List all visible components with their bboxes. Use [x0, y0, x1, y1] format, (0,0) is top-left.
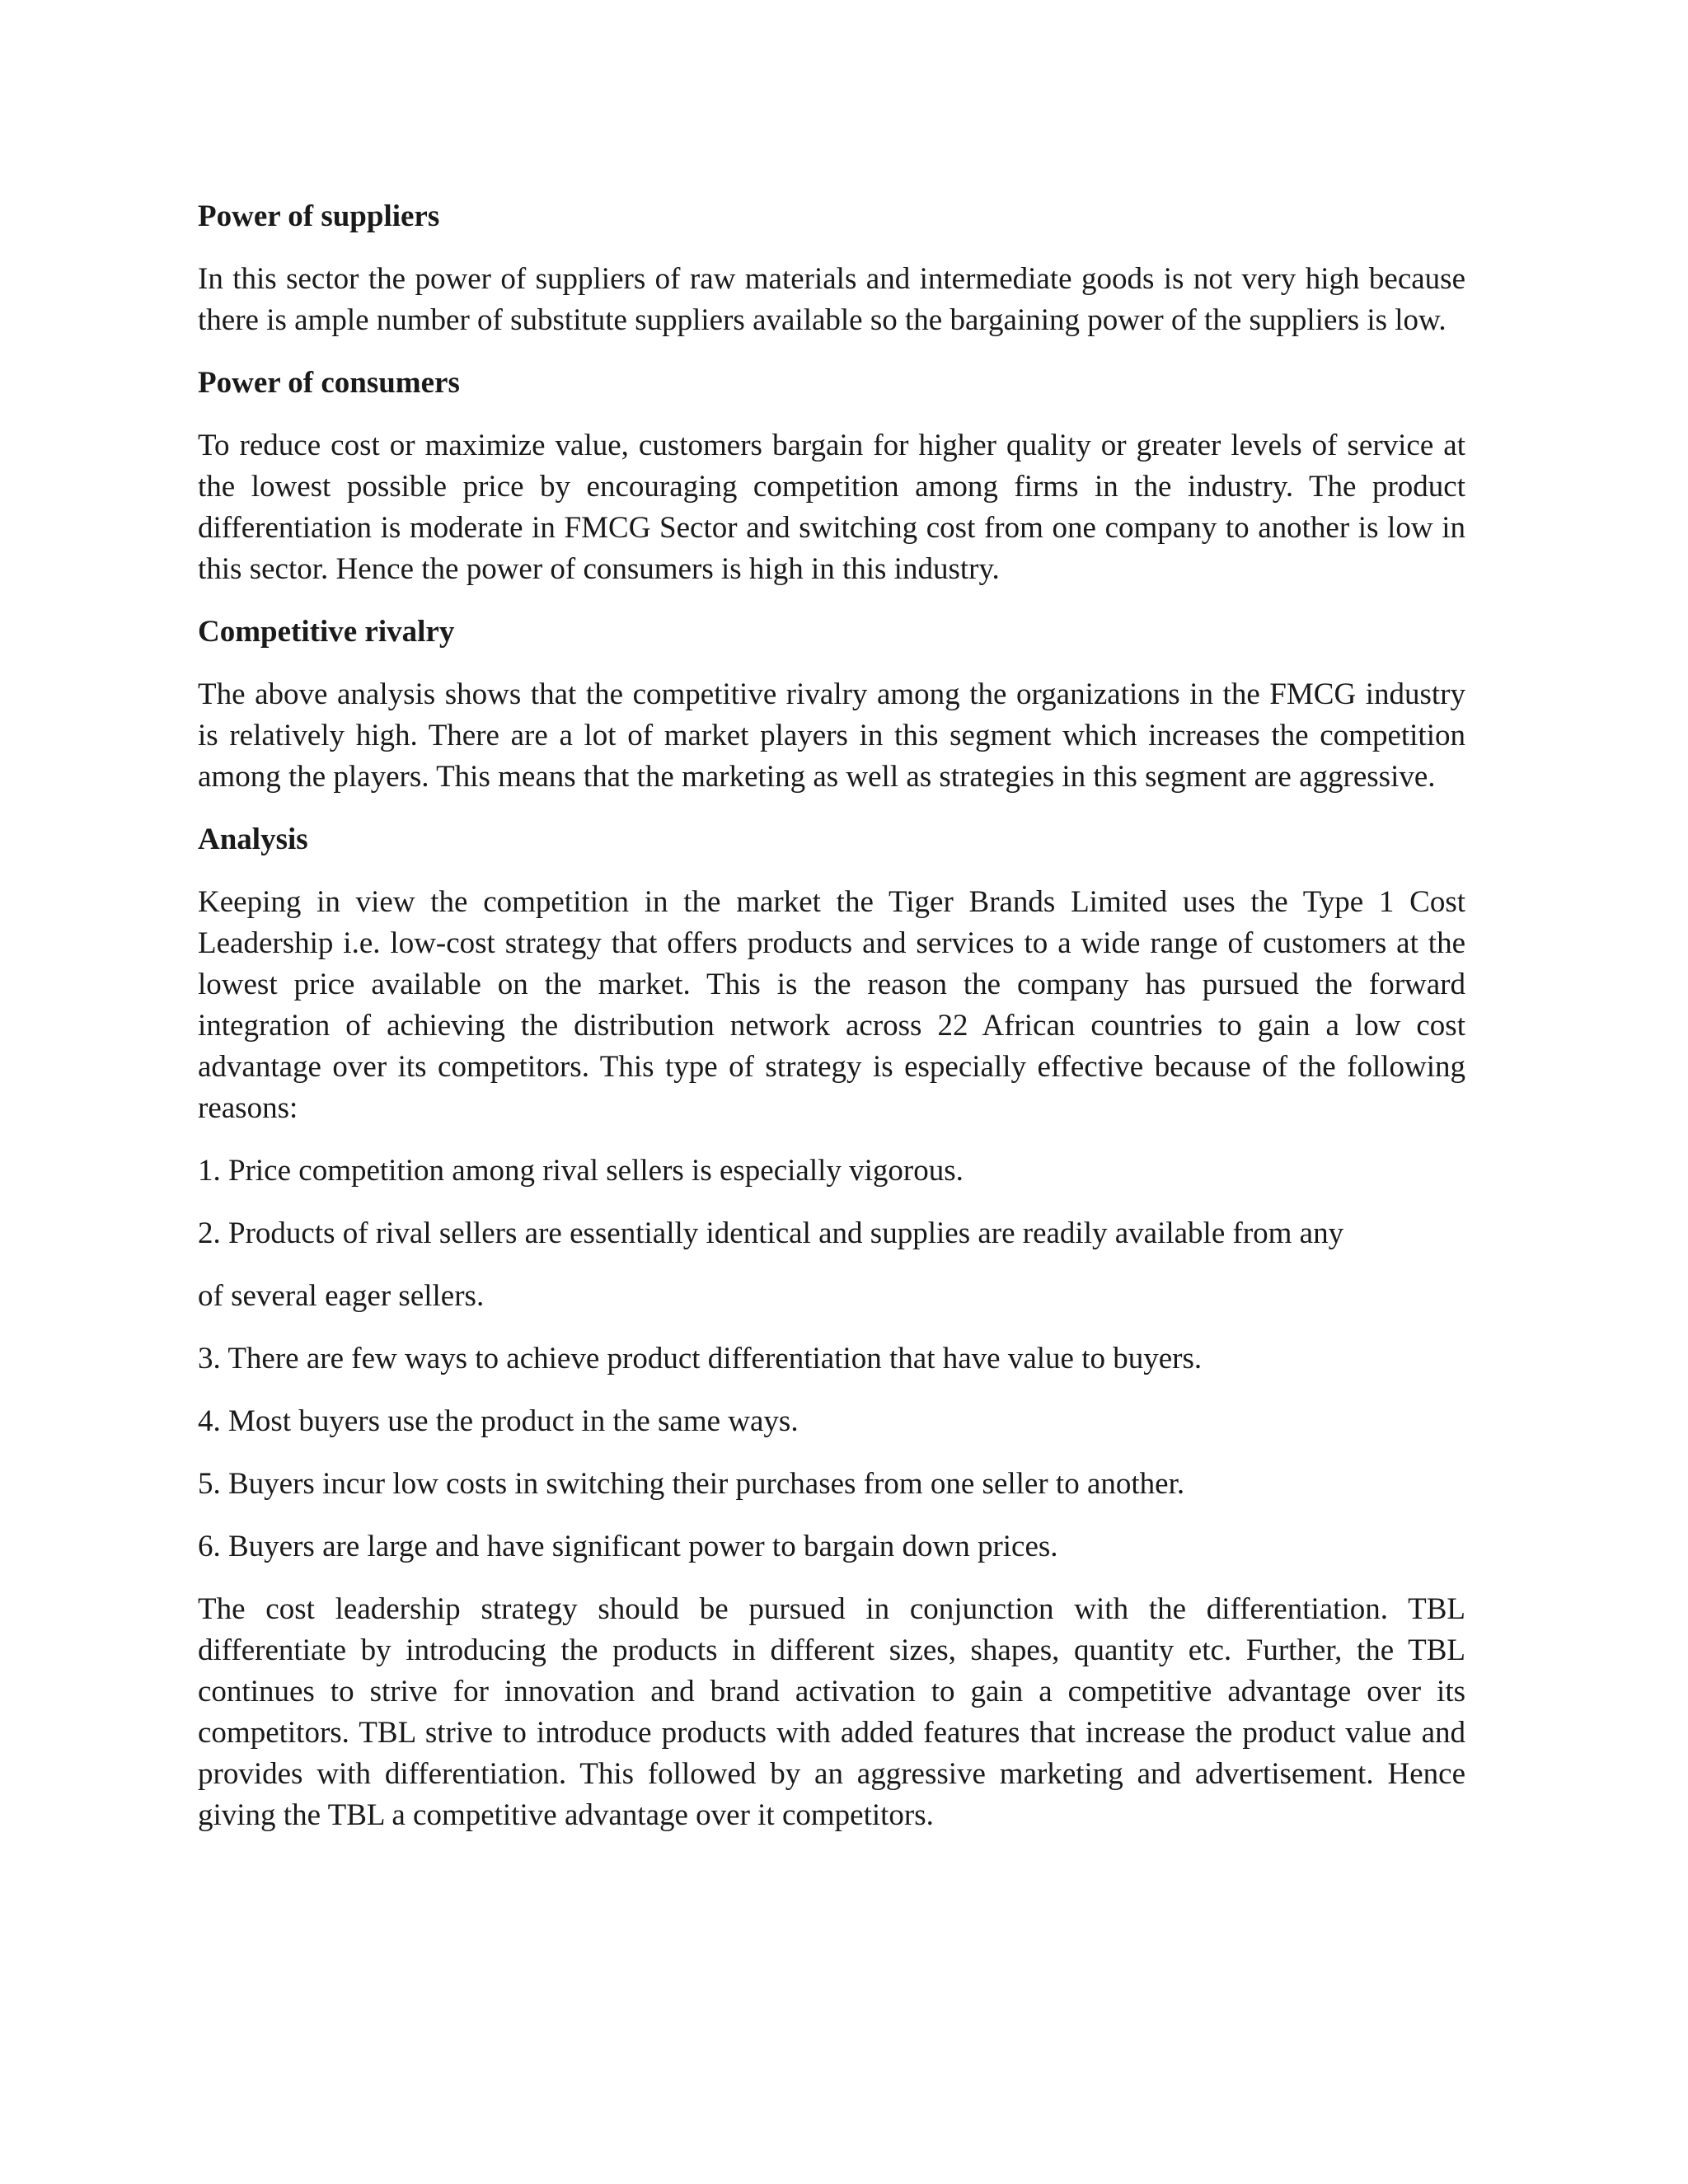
heading-power-of-suppliers: Power of suppliers [198, 199, 440, 233]
reason-item-5: 5. Buyers incur low costs in switching their purchases from one seller to another. [198, 1467, 1185, 1501]
reason-item-2-continued: of several eager sellers. [198, 1279, 485, 1313]
heading-competitive-rivalry: Competitive rivalry [198, 615, 455, 649]
paragraph-power-of-suppliers: In this sector the power of suppliers of raw materials and intermediate goods is not very high because there is ample number of substitute suppliers available so the bargaining power of the suppliers is low. [198, 262, 1465, 337]
reason-item-3: 3. There are few ways to achieve product differentiation that have value to buyers. [198, 1342, 1203, 1376]
reason-item-4: 4. Most buyers use the product in the same ways. [198, 1404, 799, 1438]
paragraph-conclusion: The cost leadership strategy should be pursued in conjunction with the differentiation. TBL differentiate by introducing the products in different sizes, shapes, quantity etc. Further, the TBL continues to strive for innovation and brand activation to gain a competitive advantage over its competitors. TBL strive to introduce products with added features that increase the product value and provides with differentiation. This followed by an aggressive marketing and advertisement. Hence giving the TBL a competitive advantage over it competitors. [198, 1592, 1465, 1832]
heading-analysis: Analysis [198, 823, 308, 856]
paragraph-power-of-consumers: To reduce cost or maximize value, customers bargain for higher quality or greater levels of service at the lowest possible price by encouraging competition among firms in the industry. The product differentiation is moderate in FMCG Sector and switching cost from one company to another is low in this sector. Hence the power of consumers is high in this industry. [198, 429, 1465, 586]
reason-item-1: 1. Price competition among rival sellers is especially vigorous. [198, 1154, 964, 1188]
reason-item-6: 6. Buyers are large and have significant power to bargain down prices. [198, 1530, 1058, 1563]
paragraph-competitive-rivalry: The above analysis shows that the competitive rivalry among the organizations in the FMCG industry is relatively high. There are a lot of market players in this segment which increases the competition among the players. This means that the marketing as well as strategies in this segment are aggressive. [198, 677, 1465, 794]
reason-item-2: 2. Products of rival sellers are essentially identical and supplies are readily available from any [198, 1216, 1344, 1250]
paragraph-analysis: Keeping in view the competition in the market the Tiger Brands Limited uses the Type 1 Cost Leadership i.e. low-cost strategy that offers products and services to a wide range of customers at the lowest price available on the market. This is the reason the company has pursued the forward integration of achieving the distribution network across 22 African countries to gain a low cost advantage over its competitors. This type of strategy is especially effective because of the following reasons: [198, 885, 1465, 1125]
document-page [198, 196, 1465, 1858]
heading-power-of-consumers: Power of consumers [198, 366, 460, 400]
